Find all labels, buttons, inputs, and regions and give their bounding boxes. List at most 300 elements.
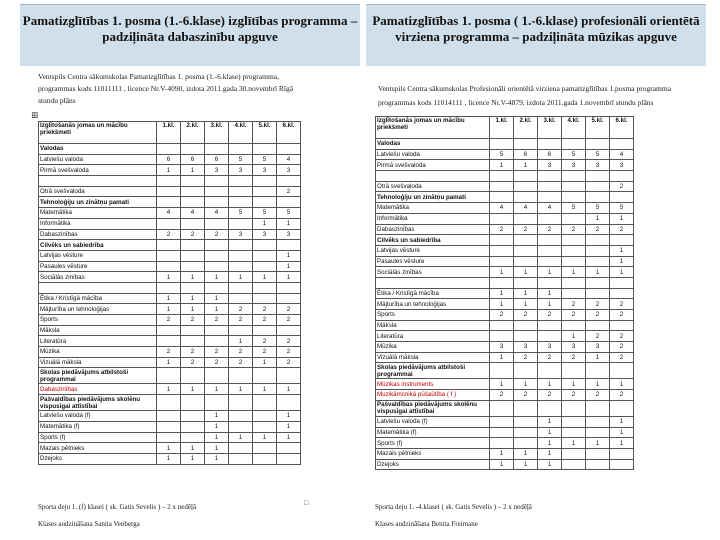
hours-cell [205, 261, 229, 272]
hours-cell: 2 [562, 352, 586, 363]
hours-cell [562, 363, 586, 379]
hours-cell [229, 325, 253, 336]
hours-cell [610, 363, 634, 379]
table-row [376, 160, 634, 171]
hours-cell: 1 [538, 459, 562, 470]
hours-cell [490, 245, 514, 256]
subject-cell: Informātika [39, 218, 157, 229]
hours-cell [253, 197, 277, 208]
subject-cell: Muzikāmcnikā pūšaūtība ( f ) [376, 390, 490, 401]
subject-cell: Sociālās zinības [376, 267, 490, 278]
hours-cell [229, 421, 253, 432]
hours-cell: 2 [610, 331, 634, 342]
right-footer-teacher: Klases audzināšana Benita Freimane [375, 520, 478, 528]
hours-cell: 6 [205, 154, 229, 165]
hours-cell [610, 459, 634, 470]
hours-cell [514, 363, 538, 379]
hours-cell [229, 453, 253, 464]
hours-cell [490, 331, 514, 342]
subject-cell: Literatūra [376, 331, 490, 342]
hours-cell: 1 [229, 384, 253, 395]
hours-cell [514, 427, 538, 438]
table-row [376, 267, 634, 278]
table-row [376, 352, 634, 363]
hours-cell: 1 [562, 438, 586, 449]
hours-cell [610, 448, 634, 459]
hours-cell [562, 459, 586, 470]
hours-cell: 1 [490, 299, 514, 310]
hours-cell: 3 [205, 165, 229, 176]
hours-cell: 1 [277, 421, 301, 432]
hours-cell: 1 [181, 293, 205, 304]
hours-cell [586, 181, 610, 192]
hours-cell: 5 [229, 208, 253, 219]
hours-cell [229, 197, 253, 208]
hours-cell: 2 [205, 357, 229, 368]
left-caption-line-3: stundu plāns [38, 96, 76, 105]
hours-cell: 1 [277, 261, 301, 272]
hours-cell: 1 [538, 288, 562, 299]
subject-cell: Dabaszinības [376, 224, 490, 235]
hours-cell [490, 181, 514, 192]
hours-cell [514, 192, 538, 203]
table-header-row [39, 122, 301, 144]
hours-cell [205, 218, 229, 229]
hours-cell [562, 416, 586, 427]
hours-cell: 3 [538, 160, 562, 171]
hours-cell [181, 176, 205, 187]
table-row [376, 224, 634, 235]
table-anchor-icon: ⊞ [31, 110, 39, 120]
hours-cell [562, 400, 586, 416]
hours-cell [586, 459, 610, 470]
hours-cell [205, 325, 229, 336]
hours-cell [277, 293, 301, 304]
right-schedule-table [375, 116, 634, 470]
table-row [39, 208, 301, 219]
hours-cell [586, 427, 610, 438]
subject-cell: Valodas [376, 139, 490, 150]
hours-cell [490, 139, 514, 150]
subject-cell: Cilvēks un sabiedrība [39, 240, 157, 251]
hours-cell [229, 186, 253, 197]
hours-cell [205, 336, 229, 347]
subject-cell: Latvijas vēsture [376, 245, 490, 256]
subject-cell: Sociālās zinības [39, 272, 157, 283]
hours-cell [157, 395, 181, 411]
subject-cell: Matemātika (f) [39, 421, 157, 432]
hours-cell [562, 171, 586, 182]
table-row [376, 459, 634, 470]
hours-cell [490, 235, 514, 246]
hours-cell: 2 [610, 390, 634, 401]
hours-cell [514, 139, 538, 150]
table-row [376, 310, 634, 321]
grade-column-header: 4.kl. [229, 122, 253, 144]
hours-cell [181, 395, 205, 411]
hours-cell [562, 213, 586, 224]
resize-handle-icon: □ [304, 499, 309, 507]
hours-cell: 2 [586, 224, 610, 235]
hours-cell [490, 438, 514, 449]
hours-cell: 2 [277, 304, 301, 315]
hours-cell: 2 [181, 347, 205, 358]
hours-cell: 5 [253, 154, 277, 165]
hours-cell [277, 240, 301, 251]
hours-cell [181, 368, 205, 384]
hours-cell: 1 [277, 250, 301, 261]
hours-cell [157, 186, 181, 197]
table-row [39, 272, 301, 283]
hours-cell: 5 [229, 154, 253, 165]
hours-cell: 5 [610, 203, 634, 214]
hours-cell: 1 [610, 213, 634, 224]
hours-cell [514, 320, 538, 331]
hours-cell [229, 240, 253, 251]
table-row [376, 235, 634, 246]
hours-cell [205, 395, 229, 411]
hours-cell [538, 277, 562, 288]
hours-cell: 2 [562, 310, 586, 321]
hours-cell: 1 [514, 459, 538, 470]
hours-cell [157, 411, 181, 422]
grade-column-header: 2.kl. [181, 122, 205, 144]
hours-cell: 2 [586, 331, 610, 342]
subject-cell [376, 171, 490, 182]
hours-cell: 3 [562, 160, 586, 171]
hours-cell: 1 [514, 160, 538, 171]
table-row [376, 427, 634, 438]
hours-cell: 1 [205, 432, 229, 443]
hours-cell [514, 171, 538, 182]
table-row [376, 363, 634, 379]
table-row [39, 197, 301, 208]
hours-cell [229, 218, 253, 229]
hours-cell [229, 411, 253, 422]
hours-cell: 1 [538, 299, 562, 310]
hours-cell [253, 261, 277, 272]
hours-cell: 1 [157, 357, 181, 368]
hours-cell [181, 411, 205, 422]
table-row [376, 277, 634, 288]
grade-column-header: 3.kl. [205, 122, 229, 144]
hours-cell: 1 [610, 245, 634, 256]
hours-cell [586, 363, 610, 379]
subject-cell: Literatūra [39, 336, 157, 347]
right-caption-line-1: Ventspils Centra sākumskolas Profesionāli orientētā virziena pamatizglītības 1.posma programma [378, 84, 672, 93]
grade-column-header: 5.kl. [586, 117, 610, 139]
subject-cell: Māksla [376, 320, 490, 331]
table-row [39, 282, 301, 293]
hours-cell [586, 245, 610, 256]
hours-cell [514, 245, 538, 256]
hours-cell [490, 400, 514, 416]
right-caption [378, 84, 718, 107]
table-row [39, 176, 301, 187]
subject-cell: Mājturība un tehnoloģijas [376, 299, 490, 310]
hours-cell [181, 218, 205, 229]
hours-cell: 1 [490, 448, 514, 459]
hours-cell: 3 [514, 342, 538, 353]
hours-cell: 1 [181, 443, 205, 454]
hours-cell [610, 277, 634, 288]
table-row [376, 256, 634, 267]
hours-cell: 1 [229, 336, 253, 347]
hours-cell: 1 [490, 288, 514, 299]
hours-cell: 1 [586, 379, 610, 390]
hours-cell: 1 [514, 379, 538, 390]
hours-cell: 3 [229, 229, 253, 240]
table-row [39, 154, 301, 165]
hours-cell [181, 144, 205, 155]
hours-cell [253, 293, 277, 304]
hours-cell: 2 [277, 315, 301, 326]
table-row [39, 315, 301, 326]
hours-cell: 5 [490, 149, 514, 160]
left-footer-note: Sporta deju 1. (f) klasei ( sk. Gatis Sevelis ) – 2 x nedēļā [38, 503, 197, 511]
hours-cell [538, 171, 562, 182]
hours-cell: 4 [157, 208, 181, 219]
hours-cell: 5 [586, 203, 610, 214]
hours-cell [157, 240, 181, 251]
subject-cell: Latviešu valoda (f) [376, 416, 490, 427]
grade-column-header: 1.kl. [490, 117, 514, 139]
hours-cell [181, 421, 205, 432]
hours-cell: 1 [181, 165, 205, 176]
left-caption [38, 72, 338, 105]
subject-cell: Latviešu valoda [376, 149, 490, 160]
hours-cell: 6 [157, 154, 181, 165]
hours-cell [253, 395, 277, 411]
subject-cell: Dabaszinības [39, 229, 157, 240]
table-row [39, 368, 301, 384]
hours-cell [514, 181, 538, 192]
table-row [376, 390, 634, 401]
hours-cell [157, 176, 181, 187]
hours-cell: 1 [490, 379, 514, 390]
hours-cell: 1 [610, 416, 634, 427]
hours-cell [490, 192, 514, 203]
hours-cell [253, 186, 277, 197]
hours-cell: 1 [157, 293, 181, 304]
subject-cell: Tehnoloģiju un zinātņu pamati [39, 197, 157, 208]
subject-cell: Pirmā svešvaloda [39, 165, 157, 176]
hours-cell: 1 [538, 379, 562, 390]
table-row [39, 336, 301, 347]
subject-cell: Vizuālā māksla [376, 352, 490, 363]
right-caption-line-2: programmas kods 11014111 , licence Nr.V-4879, izdota 2011.gada 1.novembrī stundu plāns [378, 98, 654, 107]
hours-cell: 1 [514, 448, 538, 459]
hours-cell [538, 213, 562, 224]
hours-cell [586, 288, 610, 299]
subject-cell: Sports [39, 315, 157, 326]
hours-cell: 1 [562, 379, 586, 390]
left-caption-line-2: programmas kods 11011111 , licence Nr.V-4090, izdota 2011.gada 30.novembrī Rīgā [38, 84, 294, 93]
subject-cell: Latviešu valoda (f) [39, 411, 157, 422]
hours-cell: 2 [538, 352, 562, 363]
hours-cell [181, 186, 205, 197]
hours-cell [157, 368, 181, 384]
hours-cell [610, 192, 634, 203]
hours-cell: 1 [562, 267, 586, 278]
hours-cell [538, 235, 562, 246]
hours-cell [253, 421, 277, 432]
left-caption-line-1: Ventspils Centra sākumskolas Pamatizglītības 1. posma (1.-6.klase) programma, [38, 72, 279, 81]
hours-cell [514, 277, 538, 288]
hours-cell [586, 320, 610, 331]
hours-cell [490, 171, 514, 182]
hours-cell: 2 [610, 310, 634, 321]
hours-cell [514, 213, 538, 224]
hours-cell: 1 [181, 453, 205, 464]
grade-column-header: 3.kl. [538, 117, 562, 139]
hours-cell [253, 411, 277, 422]
hours-cell: 5 [562, 149, 586, 160]
hours-cell [538, 400, 562, 416]
subject-cell: Dzejoks [376, 459, 490, 470]
hours-cell [181, 432, 205, 443]
hours-cell: 1 [490, 267, 514, 278]
hours-cell [277, 325, 301, 336]
right-footer-note: Sporta deju 1. -4.klasei ( sk. Gatis Sevelis ) – 2 x nedēļā [375, 503, 532, 511]
table-row [376, 213, 634, 224]
hours-cell [205, 368, 229, 384]
hours-cell [181, 240, 205, 251]
hours-cell: 1 [586, 267, 610, 278]
hours-cell: 1 [205, 421, 229, 432]
hours-cell [610, 139, 634, 150]
subject-cell: Skolas piedāvājums atbilstoši programmai [376, 363, 490, 379]
hours-cell [562, 288, 586, 299]
table-row [39, 240, 301, 251]
table-row [376, 149, 634, 160]
hours-cell [229, 144, 253, 155]
hours-cell [157, 421, 181, 432]
hours-cell [562, 245, 586, 256]
hours-cell [205, 282, 229, 293]
subject-cell: Latvijas vēsture [39, 250, 157, 261]
hours-cell [253, 282, 277, 293]
hours-cell: 2 [610, 224, 634, 235]
subject-cell: Latviešu valoda [39, 154, 157, 165]
hours-cell [277, 144, 301, 155]
hours-cell: 2 [586, 299, 610, 310]
hours-cell [538, 363, 562, 379]
subject-cell: Mūzika [376, 342, 490, 353]
table-row [39, 411, 301, 422]
hours-cell [277, 197, 301, 208]
hours-cell: 2 [277, 347, 301, 358]
hours-cell: 1 [157, 453, 181, 464]
subject-cell: Mājturība un tehnoloģijas [39, 304, 157, 315]
hours-cell: 2 [586, 310, 610, 321]
table-row [376, 342, 634, 353]
hours-cell [490, 363, 514, 379]
table-row [376, 171, 634, 182]
hours-cell: 2 [181, 357, 205, 368]
hours-cell: 2 [562, 390, 586, 401]
hours-cell [229, 443, 253, 454]
hours-cell: 3 [562, 342, 586, 353]
hours-cell [490, 277, 514, 288]
hours-cell: 2 [277, 186, 301, 197]
subject-cell: Ētika / Kristīgā mācība [376, 288, 490, 299]
hours-cell: 5 [562, 203, 586, 214]
hours-cell [253, 368, 277, 384]
hours-cell: 3 [253, 229, 277, 240]
hours-cell: 4 [490, 203, 514, 214]
hours-cell: 3 [277, 165, 301, 176]
hours-cell: 1 [181, 384, 205, 395]
hours-cell [253, 176, 277, 187]
hours-cell: 1 [538, 427, 562, 438]
subject-cell [39, 282, 157, 293]
hours-cell: 1 [277, 384, 301, 395]
hours-cell: 1 [586, 213, 610, 224]
subject-cell: Mazais pētnieks [39, 443, 157, 454]
hours-cell: 1 [538, 416, 562, 427]
hours-cell [562, 427, 586, 438]
grade-column-header: 2.kl. [514, 117, 538, 139]
hours-cell: 2 [514, 310, 538, 321]
hours-cell: 2 [610, 352, 634, 363]
hours-cell: 3 [538, 342, 562, 353]
grade-column-header: 5.kl. [253, 122, 277, 144]
hours-cell: 2 [205, 347, 229, 358]
hours-cell: 1 [490, 352, 514, 363]
hours-cell: 2 [586, 390, 610, 401]
hours-cell: 1 [538, 267, 562, 278]
table-row [376, 416, 634, 427]
hours-cell [538, 181, 562, 192]
hours-cell [538, 331, 562, 342]
hours-cell: 1 [277, 411, 301, 422]
hours-cell: 1 [586, 438, 610, 449]
table-row [39, 229, 301, 240]
hours-cell: 3 [277, 229, 301, 240]
table-row [39, 144, 301, 155]
hours-cell [205, 176, 229, 187]
hours-cell: 2 [229, 304, 253, 315]
hours-cell: 1 [514, 267, 538, 278]
subject-cell: Ētika / Kristīgā mācība [39, 293, 157, 304]
hours-cell: 4 [205, 208, 229, 219]
table-row [39, 304, 301, 315]
subject-cell: Vizuālā māksla [39, 357, 157, 368]
hours-cell [277, 443, 301, 454]
hours-cell [181, 261, 205, 272]
left-header: Pamatizglītības 1. posma (1.-6.klase) izglītības programma – padziļināta dabaszinību apguve [20, 4, 360, 66]
subject-cell: Skolas piedāvājums atbilstoši programmai [39, 368, 157, 384]
table-row [39, 293, 301, 304]
hours-cell [538, 192, 562, 203]
subject-cell: Mūzika [39, 347, 157, 358]
hours-cell: 2 [229, 315, 253, 326]
hours-cell [277, 176, 301, 187]
hours-cell [157, 325, 181, 336]
hours-cell: 2 [277, 336, 301, 347]
hours-cell: 1 [514, 299, 538, 310]
hours-cell: 3 [610, 160, 634, 171]
hours-cell [610, 400, 634, 416]
hours-cell: 2 [205, 315, 229, 326]
subject-cell: Māksla [39, 325, 157, 336]
hours-cell: 6 [181, 154, 205, 165]
hours-cell [181, 250, 205, 261]
hours-cell: 5 [253, 208, 277, 219]
hours-cell [205, 197, 229, 208]
hours-cell [610, 320, 634, 331]
